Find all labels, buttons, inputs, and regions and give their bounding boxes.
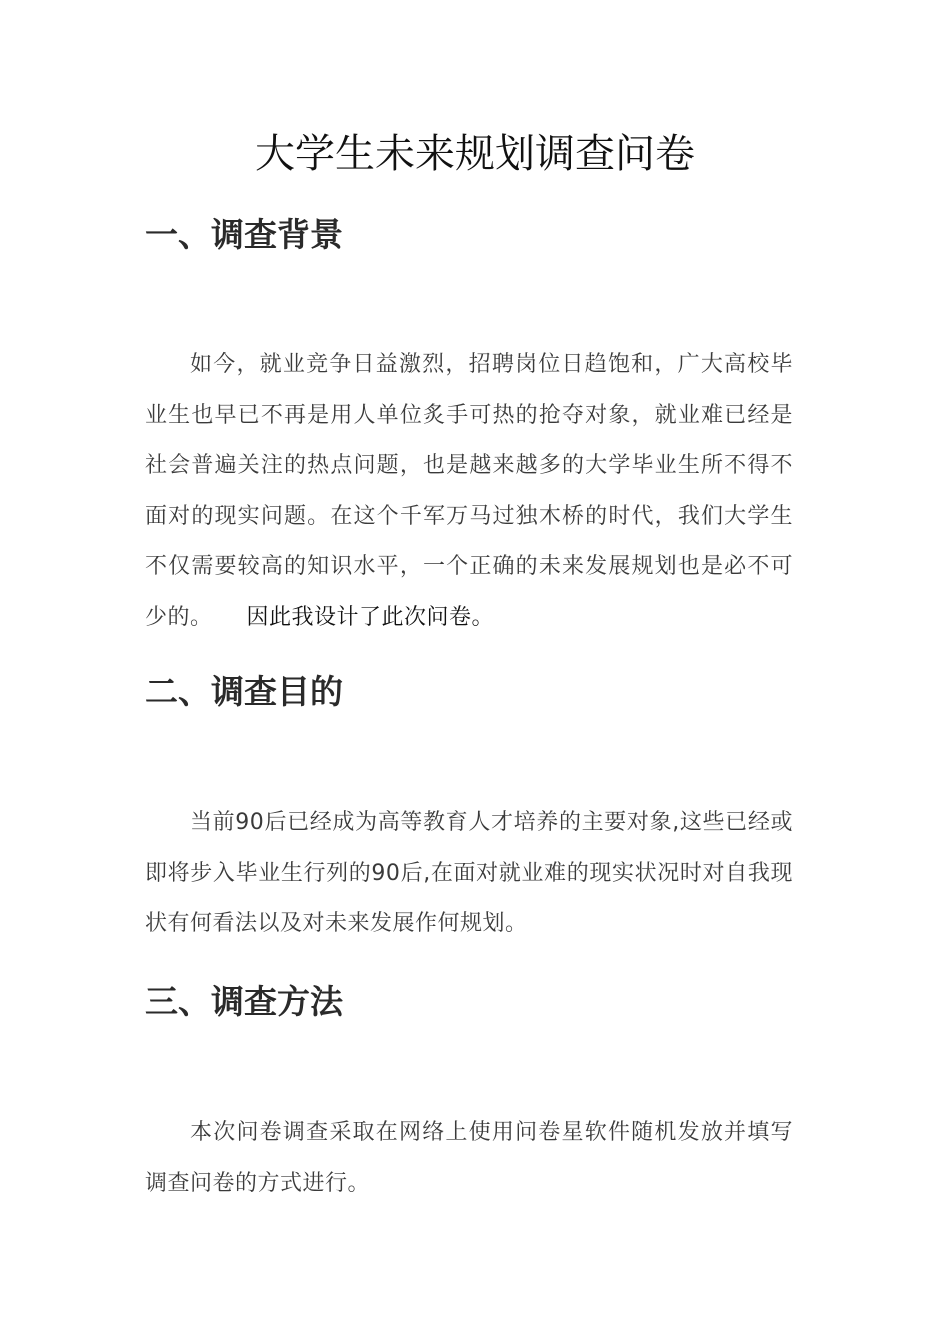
section-body-method: 本次问卷调查采取在网络上使用问卷星软件随机发放并填写调查问卷的方式进行。 [145,1120,793,1196]
document-title: 大学生未来规划调查问卷 [255,131,695,177]
section-body-purpose: 当前90后已经成为高等教育人才培养的主要对象,这些已经或即将步入毕业生行列的90后,在面对就业难的现实状况时对自我现状有何看法以及对未来发展作何规划。 [145,810,793,936]
section-body-background [145,340,793,643]
background-text: 如今，就业竞争日益激烈，招聘岗位日趋饱和，广大高校毕业生也早已不再是用人单位炙手可热的抢夺对象，就业难已经是社会普遍关注的热点问题，也是越来越多的大学毕业生所不得不面对的现实问题。在这个千军万马过独木桥的时代，我们大学生不仅需要较高的知识水平，一个正确的未来发展规划也是必不可少的。 [145,352,793,630]
background-trailing-text: 因此我设计了此次问卷。 [246,604,495,630]
section-heading-method: 三、调查方法 [145,982,343,1021]
section-heading-purpose: 二、调查目的 [145,672,343,711]
section-heading-background: 一、调查背景 [145,215,343,254]
